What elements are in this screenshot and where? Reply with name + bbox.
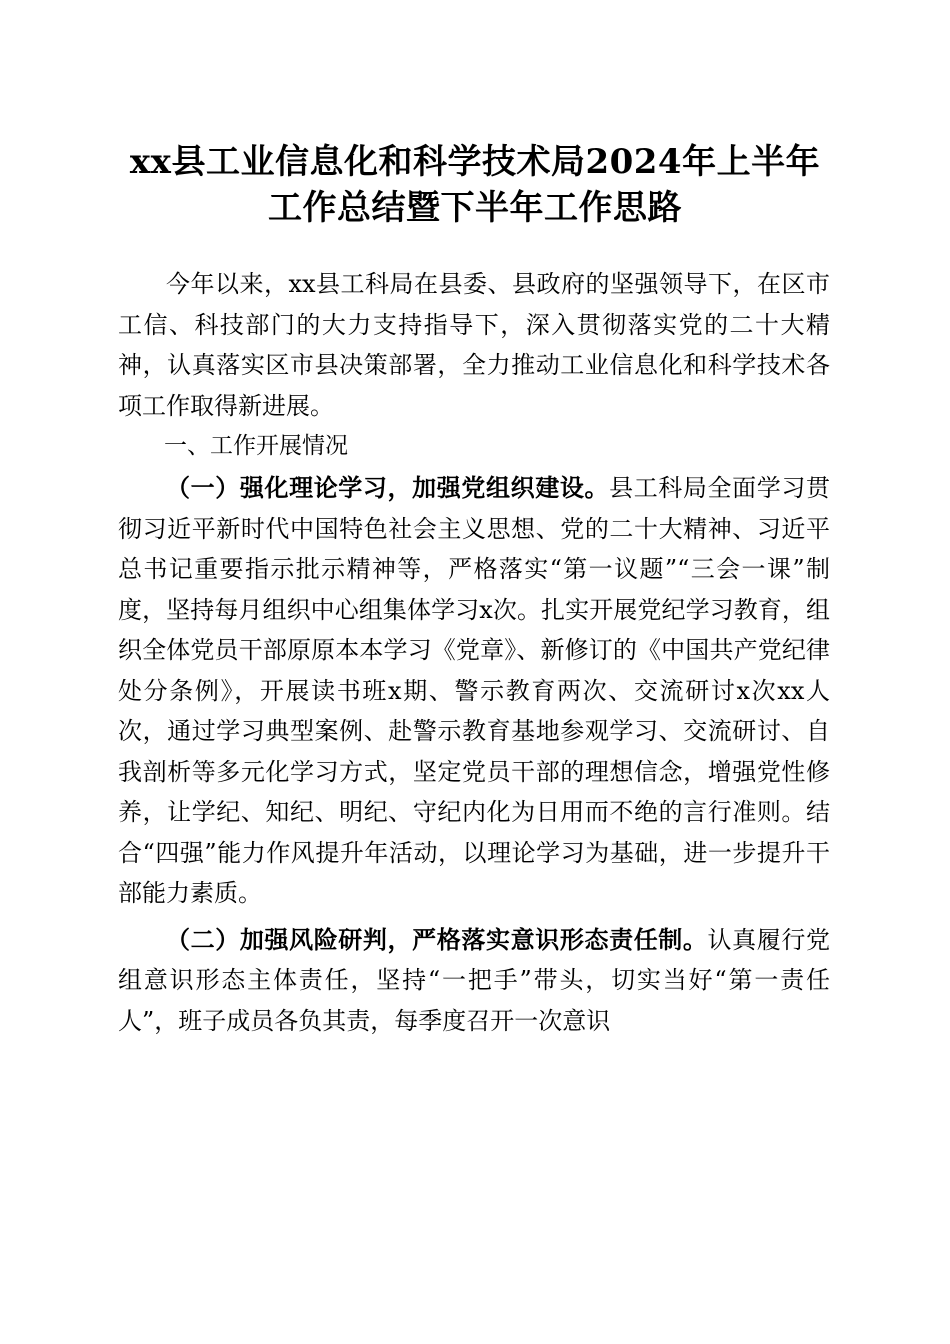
item-1-lead: （一）强化理论学习，加强党组织建设。 xyxy=(166,473,610,502)
item-2-body: 认真履行党组意识形态主体责任，坚持“一把手”带头，切实当好“第一责任人”，班子成员各负其责，每季度召开一次意识 xyxy=(118,925,831,1035)
document-body xyxy=(118,264,830,1041)
document-title-line-1: xx县工业信息化和科学技术局2024年上半年 xyxy=(129,142,821,182)
item-1-body: 县工科局全面学习贯彻习近平新时代中国特色社会主义思想、党的二十大精神、习近平总书记重要指示批示精神等，严格落实“第一议题”“三会一课”制度，坚持每月组织中心组集体学习x次。扎实开展党纪学习教育，组织全体党员干部原原本本学习《党章》、新修订的《中国共产党纪律处分条例》，开展读书班x期、警示教育两次、交流研讨x次xx人次，通过学习典型案例、赴警示教育基地参观学习、交流研讨、自我剖析等多元化学习方式，坚定党员干部的理想信念，增强党性修养，让学纪、知纪、明纪、守纪内化为日用而不绝的言行准则。结合“四强”能力作风提升年活动，以理论学习为基础，进一步提升干部能力素质。 xyxy=(118,474,831,907)
paragraph-item-1 xyxy=(118,468,830,914)
section-heading-1: 一、工作开展情况 xyxy=(164,433,348,459)
paragraph-item-2 xyxy=(118,920,830,1042)
item-2-lead: （二）加强风险研判，严格落实意识形态责任制。 xyxy=(166,924,708,954)
intro-paragraph: 今年以来，xx县工科局在县委、县政府的坚强领导下，在区市工信、科技部门的大力支持指导下，深入贯彻落实党的二十大精神，认真落实区市县决策部署，全力推动工业信息化和科学技术各项工作取得新进展。 xyxy=(118,270,830,420)
document-title-line-2: 工作总结暨下半年工作思路 xyxy=(268,188,682,228)
